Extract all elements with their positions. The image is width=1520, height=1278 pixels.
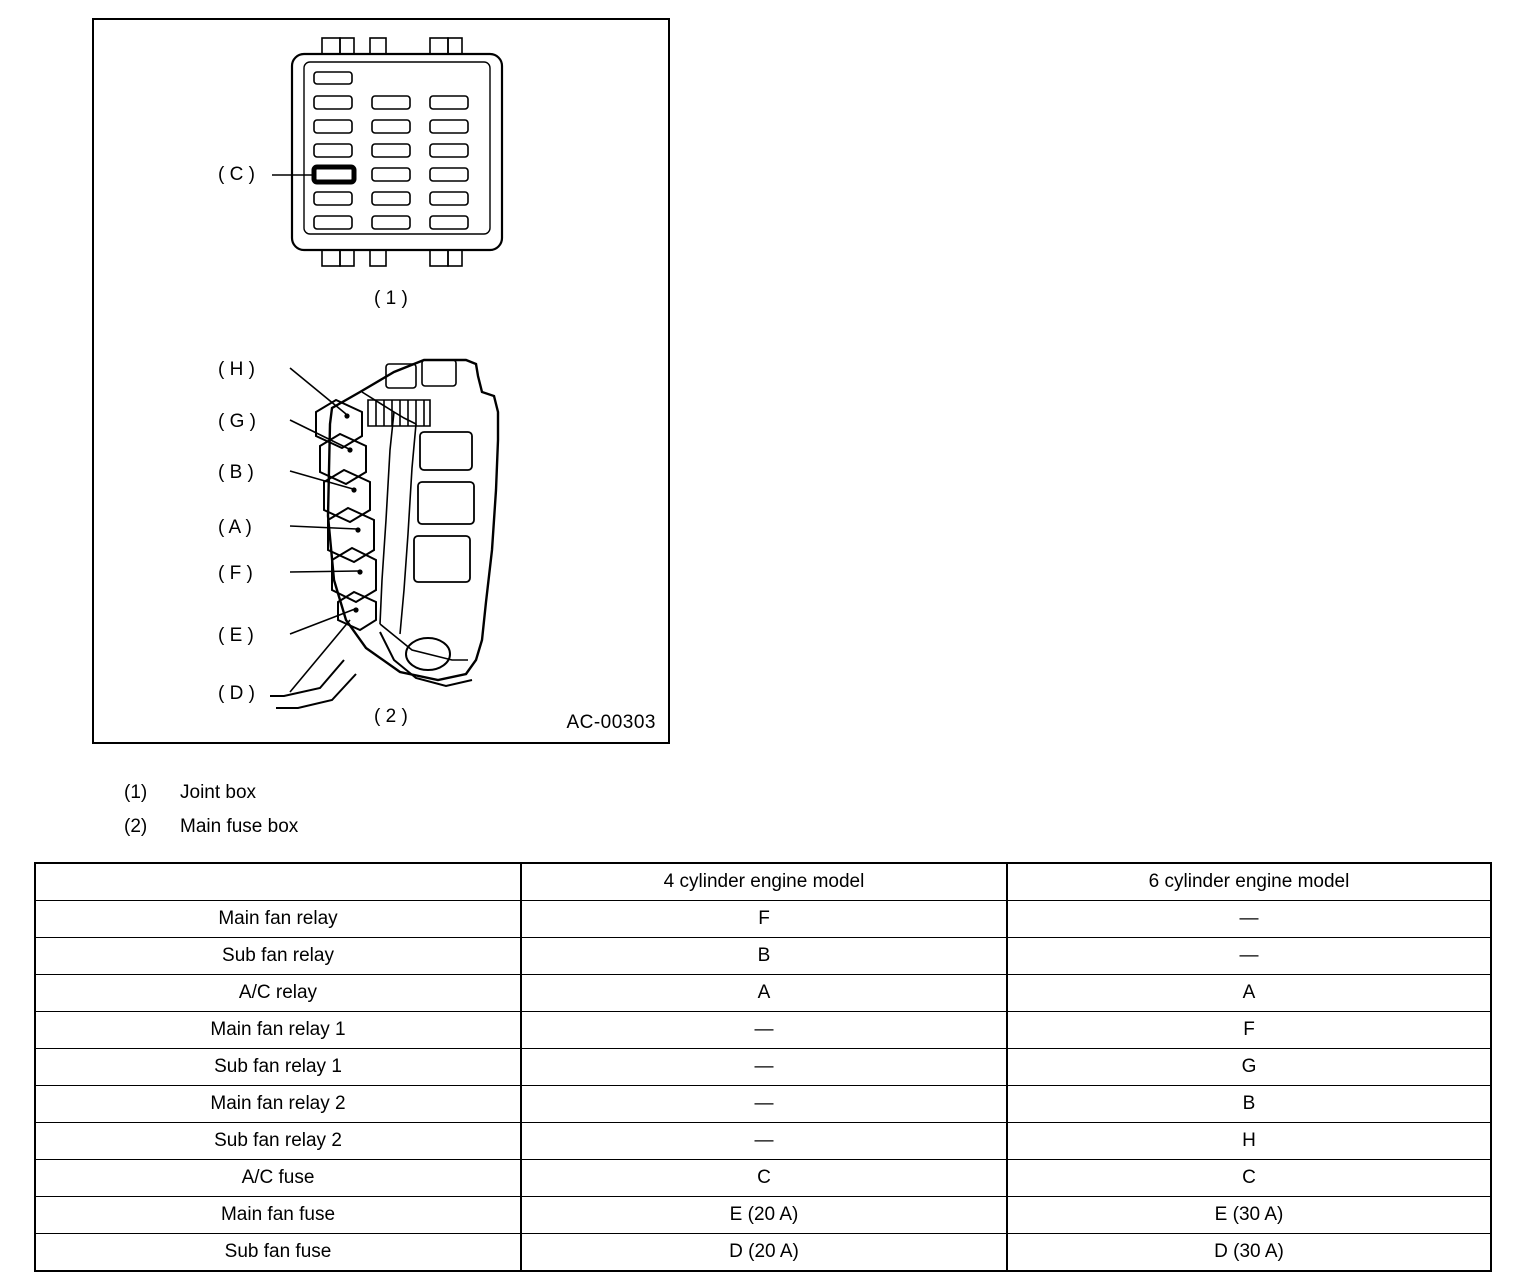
row-4cyl-value: E (20 A) [521, 1197, 1007, 1234]
row-4cyl-value: A [521, 975, 1007, 1012]
row-name: Sub fan relay 2 [35, 1123, 521, 1160]
table-row [35, 938, 1491, 975]
row-4cyl-value: — [521, 1123, 1007, 1160]
row-4cyl-value: — [521, 1012, 1007, 1049]
row-6cyl-value: — [1007, 901, 1491, 938]
table-header-6cyl: 6 cylinder engine model [1007, 863, 1491, 901]
row-6cyl-value: C [1007, 1160, 1491, 1197]
table-row [35, 1086, 1491, 1123]
table-row [35, 1049, 1491, 1086]
callout-label-f: ( F ) [218, 563, 253, 584]
table-row [35, 1234, 1491, 1272]
callout-label-1: ( 1 ) [374, 288, 408, 309]
legend-item [124, 816, 544, 850]
legend-item-label: Joint box [180, 782, 257, 803]
row-name: Main fan relay 2 [35, 1086, 521, 1123]
callout-label-2: ( 2 ) [374, 706, 408, 727]
relay-fuse-table [34, 862, 1492, 1272]
table-row [35, 1197, 1491, 1234]
row-4cyl-value: D (20 A) [521, 1234, 1007, 1272]
figure-panel [92, 18, 670, 744]
legend-item-label: Main fuse box [180, 816, 299, 837]
row-name: Sub fan fuse [35, 1234, 521, 1272]
row-6cyl-value: H [1007, 1123, 1491, 1160]
row-name: Sub fan relay 1 [35, 1049, 521, 1086]
joint-box-slot-c [314, 167, 354, 182]
table-header-blank [35, 863, 521, 901]
row-4cyl-value: — [521, 1049, 1007, 1086]
row-name: A/C relay [35, 975, 521, 1012]
figure-legend [124, 782, 544, 850]
callout-label-e: ( E ) [218, 625, 254, 646]
fuse-box-diagram [94, 20, 668, 742]
row-name: A/C fuse [35, 1160, 521, 1197]
row-4cyl-value: F [521, 901, 1007, 938]
table-header-row [35, 863, 1491, 901]
table-row [35, 1160, 1491, 1197]
table-row [35, 901, 1491, 938]
row-name: Main fan relay 1 [35, 1012, 521, 1049]
row-name: Main fan relay [35, 901, 521, 938]
row-name: Main fan fuse [35, 1197, 521, 1234]
table-row [35, 975, 1491, 1012]
row-6cyl-value: A [1007, 975, 1491, 1012]
row-6cyl-value: G [1007, 1049, 1491, 1086]
table-row [35, 1123, 1491, 1160]
callout-label-d: ( D ) [218, 683, 255, 704]
row-4cyl-value: C [521, 1160, 1007, 1197]
legend-item [124, 782, 544, 816]
row-4cyl-value: — [521, 1086, 1007, 1123]
figure-code: AC-00303 [566, 712, 656, 733]
callout-label-h: ( H ) [218, 359, 255, 380]
callout-label-b: ( B ) [218, 462, 254, 483]
callout-label-g: ( G ) [218, 411, 256, 432]
callout-label-c: ( C ) [218, 164, 255, 185]
callout-label-a: ( A ) [218, 517, 252, 538]
row-6cyl-value: B [1007, 1086, 1491, 1123]
row-name: Sub fan relay [35, 938, 521, 975]
row-6cyl-value: D (30 A) [1007, 1234, 1491, 1272]
legend-item-number: (1) [124, 782, 148, 803]
table-row [35, 1012, 1491, 1049]
row-6cyl-value: E (30 A) [1007, 1197, 1491, 1234]
row-6cyl-value: F [1007, 1012, 1491, 1049]
table-header-4cyl: 4 cylinder engine model [521, 863, 1007, 901]
row-6cyl-value: — [1007, 938, 1491, 975]
legend-item-number: (2) [124, 816, 148, 837]
row-4cyl-value: B [521, 938, 1007, 975]
